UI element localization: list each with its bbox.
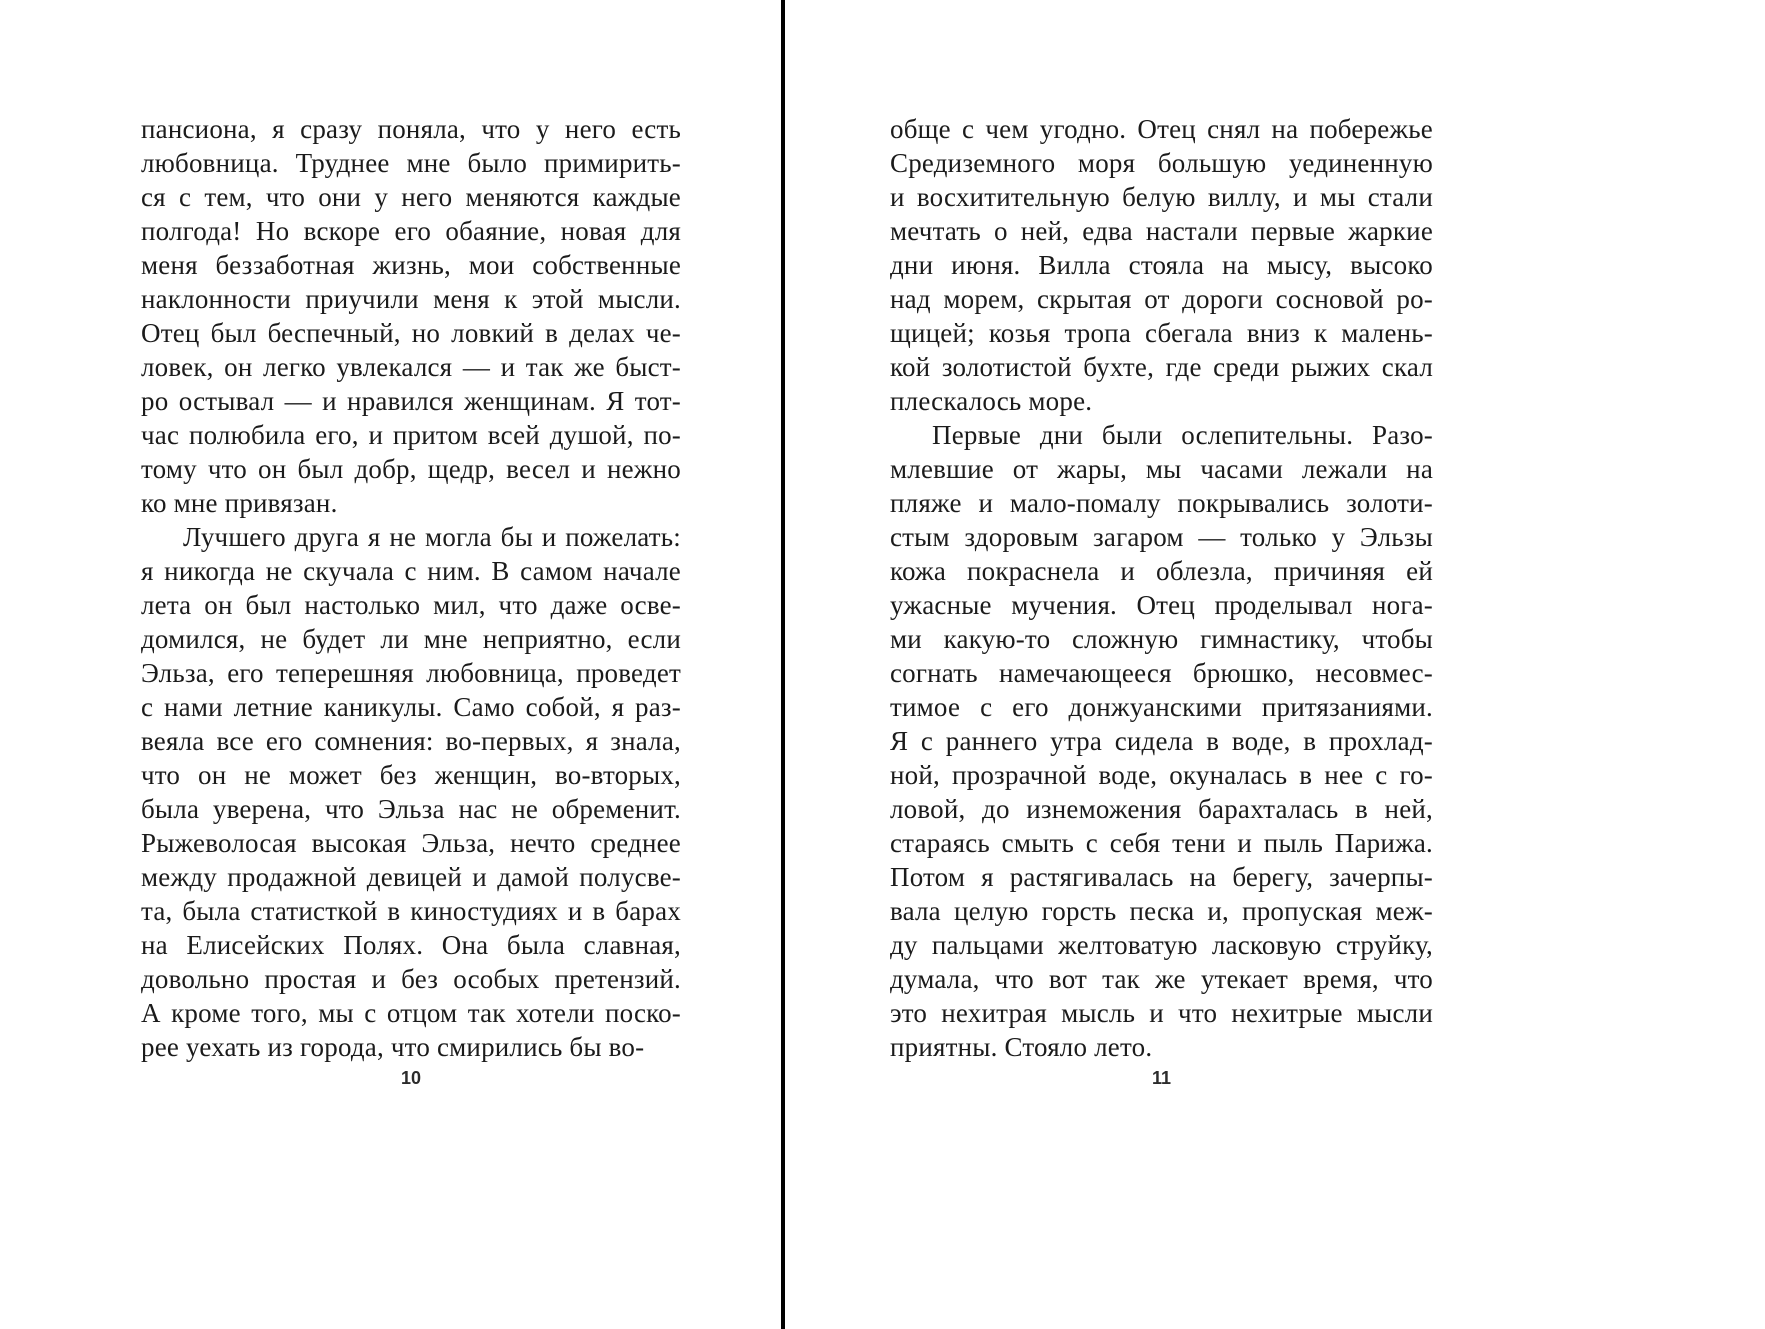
text-line: ужасные мучения. Отец проделывал нога-	[890, 590, 1433, 620]
left-page	[141, 112, 681, 1064]
text-line: Потом я растягивалась на берегу, зачерпы-	[890, 862, 1433, 892]
text-line: ми какую-то сложную гимнастику, чтобы	[890, 624, 1433, 654]
text-line: думала, что вот так же утекает время, что	[890, 964, 1433, 994]
text-line: та, была статисткой в киностудиях и в барах	[141, 896, 681, 926]
text-line: кожа покраснела и облезла, причиняя ей	[890, 556, 1433, 586]
text-line: Первые дни были ослепительны. Разо-	[932, 420, 1433, 450]
text-line: между продажной девицей и дамой полусве-	[141, 862, 681, 892]
text-line: на Елисейских Полях. Она была славная,	[141, 930, 681, 960]
page-divider	[781, 0, 785, 1329]
text-line: я никогда не скучала с ним. В самом начале	[141, 556, 681, 586]
text-line: дни июня. Вилла стояла на мысу, высоко	[890, 250, 1433, 280]
text-line: ду пальцами желтоватую ласковую струйку,	[890, 930, 1433, 960]
text-line: Я с раннего утра сидела в воде, в прохлад-	[890, 726, 1433, 756]
text-line: ловой, до изнеможения барахталась в ней,	[890, 794, 1433, 824]
text-line: Отец был беспечный, но ловкий в делах че-	[141, 318, 681, 348]
right-page	[890, 112, 1433, 1064]
paragraph	[141, 112, 681, 520]
text-line: тимое с его донжуанскими притязаниями.	[890, 692, 1433, 722]
text-line: меня беззаботная жизнь, мои собственные	[141, 250, 681, 280]
text-line: ной, прозрачной воде, окуналась в нее с го-	[890, 760, 1433, 790]
text-line: Лучшего друга я не могла бы и пожелать:	[183, 522, 681, 552]
text-line: полгода! Но вскоре его обаяние, новая для	[141, 216, 681, 246]
text-line: стараясь смыть с себя тени и пыль Парижа.	[890, 828, 1433, 858]
text-line: Рыжеволосая высокая Эльза, нечто среднее	[141, 828, 681, 858]
text-line: вала целую горсть песка и, пропуская меж-	[890, 896, 1433, 926]
text-line: была уверена, что Эльза нас не обременит.	[141, 794, 681, 824]
text-line: мечтать о ней, едва настали первые жаркие	[890, 216, 1433, 246]
text-line: стым здоровым загаром — только у Эльзы	[890, 522, 1433, 552]
text-line: это нехитрая мысль и что нехитрые мысли	[890, 998, 1433, 1028]
text-line: ловек, он легко увлекался — и так же быст-	[141, 352, 681, 382]
text-line: пансиона, я сразу поняла, что у него есть	[141, 114, 681, 144]
text-line: любовница. Труднее мне было примирить-	[141, 148, 681, 178]
text-line: ко мне привязан.	[141, 488, 338, 518]
text-line: пляже и мало-помалу покрывались золоти-	[890, 488, 1433, 518]
text-line: ся с тем, что они у него меняются каждые	[141, 182, 681, 212]
text-line: Эльза, его теперешняя любовница, проведет	[141, 658, 681, 688]
paragraph	[890, 418, 1433, 1064]
text-line: ро остывал — и нравился женщинам. Я тот-	[141, 386, 681, 416]
text-line: с нами летние каникулы. Само собой, я раз-	[141, 692, 681, 722]
text-line: кой золотистой бухте, где среди рыжих скал	[890, 352, 1433, 382]
right-page-number: 11	[1151, 1068, 1172, 1088]
text-line: обще с чем угодно. Отец снял на побережье	[890, 114, 1433, 144]
text-line: наклонности приучили меня к этой мысли.	[141, 284, 681, 314]
text-line: приятны. Стояло лето.	[890, 1032, 1153, 1062]
text-line: тому что он был добр, щедр, весел и нежно	[141, 454, 681, 484]
left-page-number: 10	[400, 1068, 422, 1088]
text-line: довольно простая и без особых претензий.	[141, 964, 681, 994]
text-line: А кроме того, мы с отцом так хотели поско-	[141, 998, 681, 1028]
text-line: Средиземного моря большую уединенную	[890, 148, 1433, 178]
text-line: рее уехать из города, что смирились бы во-	[141, 1032, 645, 1062]
text-line: домился, не будет ли мне неприятно, если	[141, 624, 681, 654]
paragraph	[890, 112, 1433, 418]
text-line: над морем, скрытая от дороги сосновой ро-	[890, 284, 1433, 314]
text-line: и восхитительную белую виллу, и мы стали	[890, 182, 1433, 212]
text-line: согнать намечающееся брюшко, несовмес-	[890, 658, 1433, 688]
paragraph	[141, 520, 681, 1064]
text-line: щицей; козья тропа сбегала вниз к малень-	[890, 318, 1433, 348]
text-line: млевшие от жары, мы часами лежали на	[890, 454, 1433, 484]
text-line: что он не может без женщин, во-вторых,	[141, 760, 681, 790]
text-line: веяла все его сомнения: во-первых, я знала,	[141, 726, 681, 756]
text-line: лета он был настолько мил, что даже осве-	[141, 590, 681, 620]
text-line: плескалось море.	[890, 386, 1093, 416]
text-line: час полюбила его, и притом всей душой, по-	[141, 420, 681, 450]
